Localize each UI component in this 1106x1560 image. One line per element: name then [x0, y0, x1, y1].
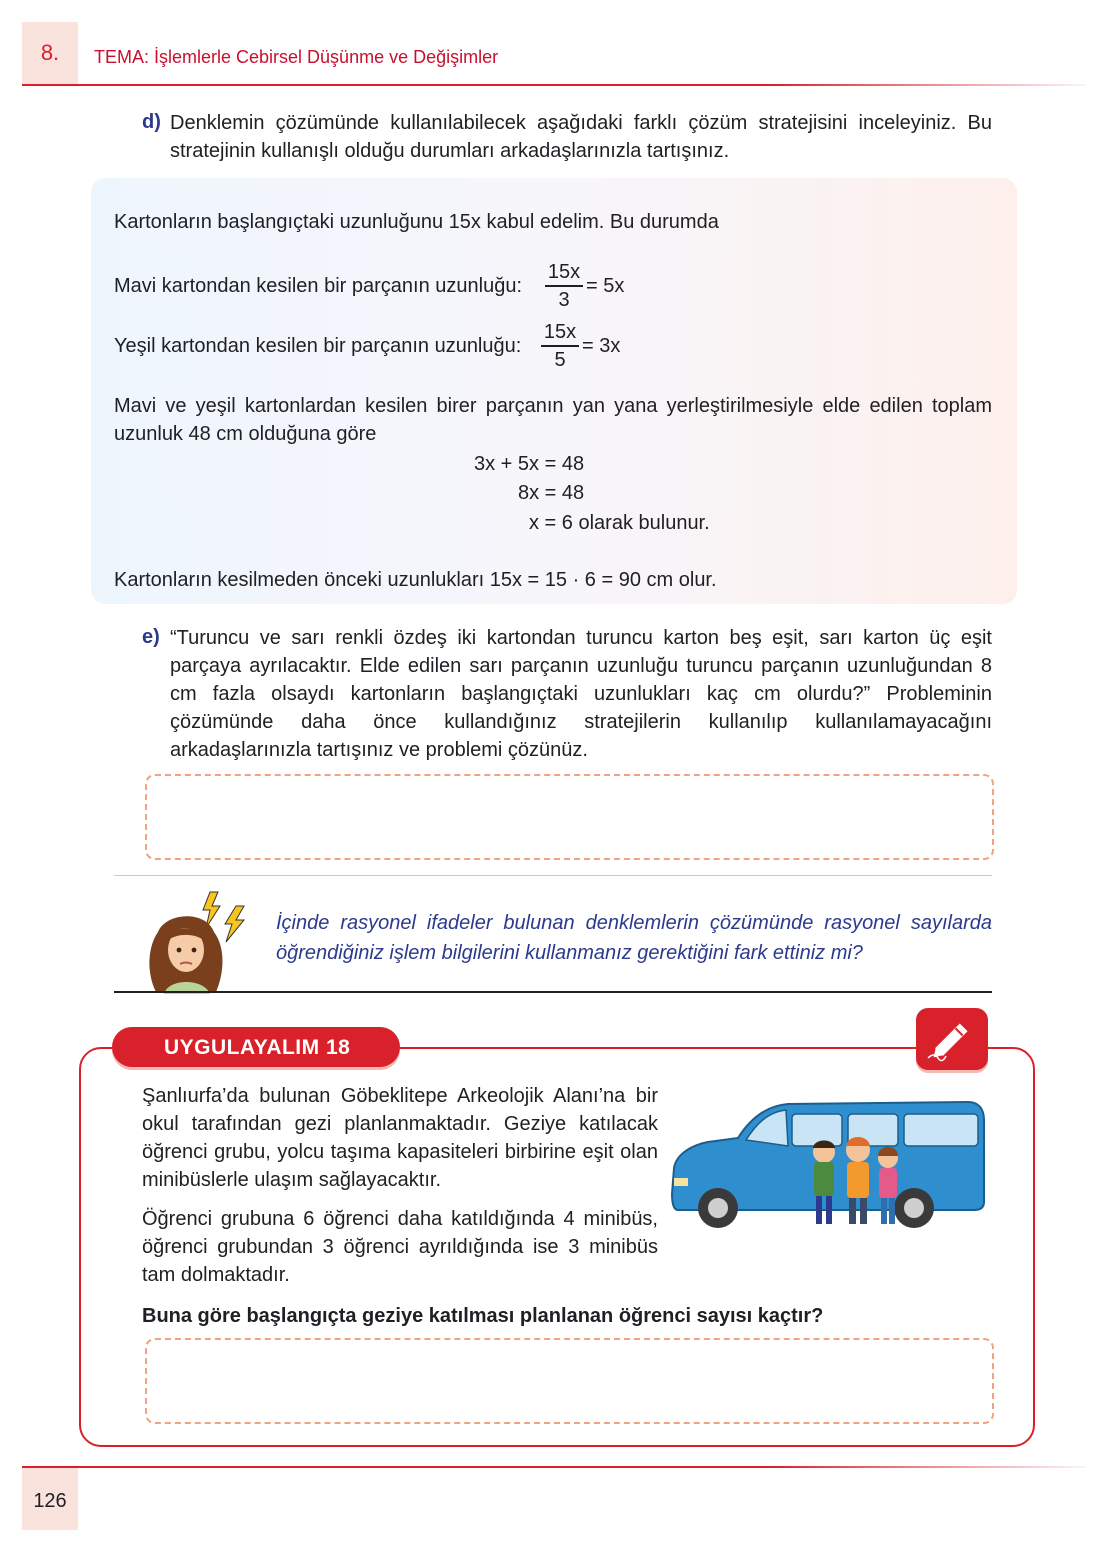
footer-rule [22, 1466, 1086, 1468]
green-piece-label: Yeşil kartondan kesilen bir parçanın uzunluğu: [114, 335, 522, 357]
answer-box-practice[interactable] [145, 1338, 994, 1424]
solution-conclusion: Kartonların kesilmeden önceki uzunlukları 15x = 15 · 6 = 90 cm olur. [114, 569, 717, 591]
pencil-badge [916, 1008, 988, 1070]
blue-numerator: 15x [547, 261, 581, 283]
think-question: İçinde rasyonel ifadeler bulunan denklemlerin çözümünde rasyonel sayılarda öğrendiğiniz işlem bilgilerini kullanmanız gerektiğini fark ettiniz mi? [276, 912, 992, 964]
part-e-text: “Turuncu ve sarı renkli özdeş iki kartondan turuncu karton beş eşit, sarı karton üç eşit parçaya ayrılacaktır. Elde edilen sarı parçanın uzunluğu turuncu parçanın uzunluğundan 8 cm fazla olsaydı kartonların başlangıçtaki uzunlukları kaç cm olurdu?” Probleminin çözümünde daha önce kullandığınız stratejilerin kullanılıp kullanılamayacağını arkadaşlarınızla tartışınız ve problemi çözünüz. [170, 627, 992, 761]
equation-3: x = 6 olarak bulunur. [529, 512, 710, 534]
practice-title: UYGULAYALIM 18 [164, 1036, 351, 1059]
solution-intro: Kartonların başlangıçtaki uzunluğunu 15x kabul edelim. Bu durumda [114, 211, 719, 233]
fraction-bar [545, 285, 583, 287]
think-bottom-rule [114, 991, 992, 993]
blue-fraction [545, 260, 583, 312]
think-top-rule [114, 875, 992, 876]
green-fraction [541, 320, 579, 372]
solution-panel [91, 178, 1017, 604]
practice-question: Buna göre başlangıçta geziye katılması planlanan öğrenci sayısı kaçtır? [142, 1305, 824, 1327]
practice-paragraph-2: Öğrenci grubuna 6 öğrenci daha katıldığında 4 minibüs, öğrenci grubundan 3 öğrenci ayrıldığında ise 3 minibüs tam dolmaktadır. [142, 1208, 658, 1286]
answer-box-e[interactable] [145, 774, 994, 860]
girl-thinking-illustration [140, 888, 252, 994]
part-d-text: Denklemin çözümünde kullanılabilecek aşağıdaki farklı çözüm stratejisini inceleyiniz. Bu stratejinin kullanışlı olduğu durumları arkadaşlarınızla tartışınız. [170, 112, 992, 162]
green-denominator: 5 [554, 348, 566, 371]
blue-result: = 5x [586, 275, 625, 297]
green-result: = 3x [582, 335, 621, 357]
grade-number: 8. [40, 40, 60, 65]
equation-1: 3x + 5x = 48 [474, 453, 585, 475]
blue-piece-label: Mavi kartondan kesilen bir parçanın uzunluğu: [114, 275, 523, 297]
practice-paragraph-1: Şanlıurfa’da bulunan Göbeklitepe Arkeolojik Alanı’na bir okul tarafından gezi planlanmaktadır. Geziye katılacak öğrenci grubu, yolcu taşıma kapasiteleri birbirine eşit olan minibüslerle ulaşım sağlayacaktır. [142, 1085, 658, 1191]
fraction-bar [541, 345, 579, 347]
green-numerator: 15x [543, 321, 577, 343]
blue-denominator: 3 [558, 288, 570, 311]
theme-title: TEMA: İşlemlerle Cebirsel Düşünme ve Değişimler [94, 47, 499, 67]
minibus-illustration [668, 1098, 986, 1232]
part-e-label: e) [142, 626, 160, 648]
equation-2: 8x = 48 [518, 482, 585, 504]
pencil-icon [916, 1008, 988, 1070]
header-rule [22, 84, 1086, 86]
page-number: 126 [33, 1490, 67, 1512]
part-d-label: d) [142, 111, 161, 133]
total-length-text: Mavi ve yeşil kartonlardan kesilen birer parçanın yan yana yerleştirilmesiyle elde edilen toplam uzunluk 48 cm olduğuna göre [114, 395, 992, 445]
